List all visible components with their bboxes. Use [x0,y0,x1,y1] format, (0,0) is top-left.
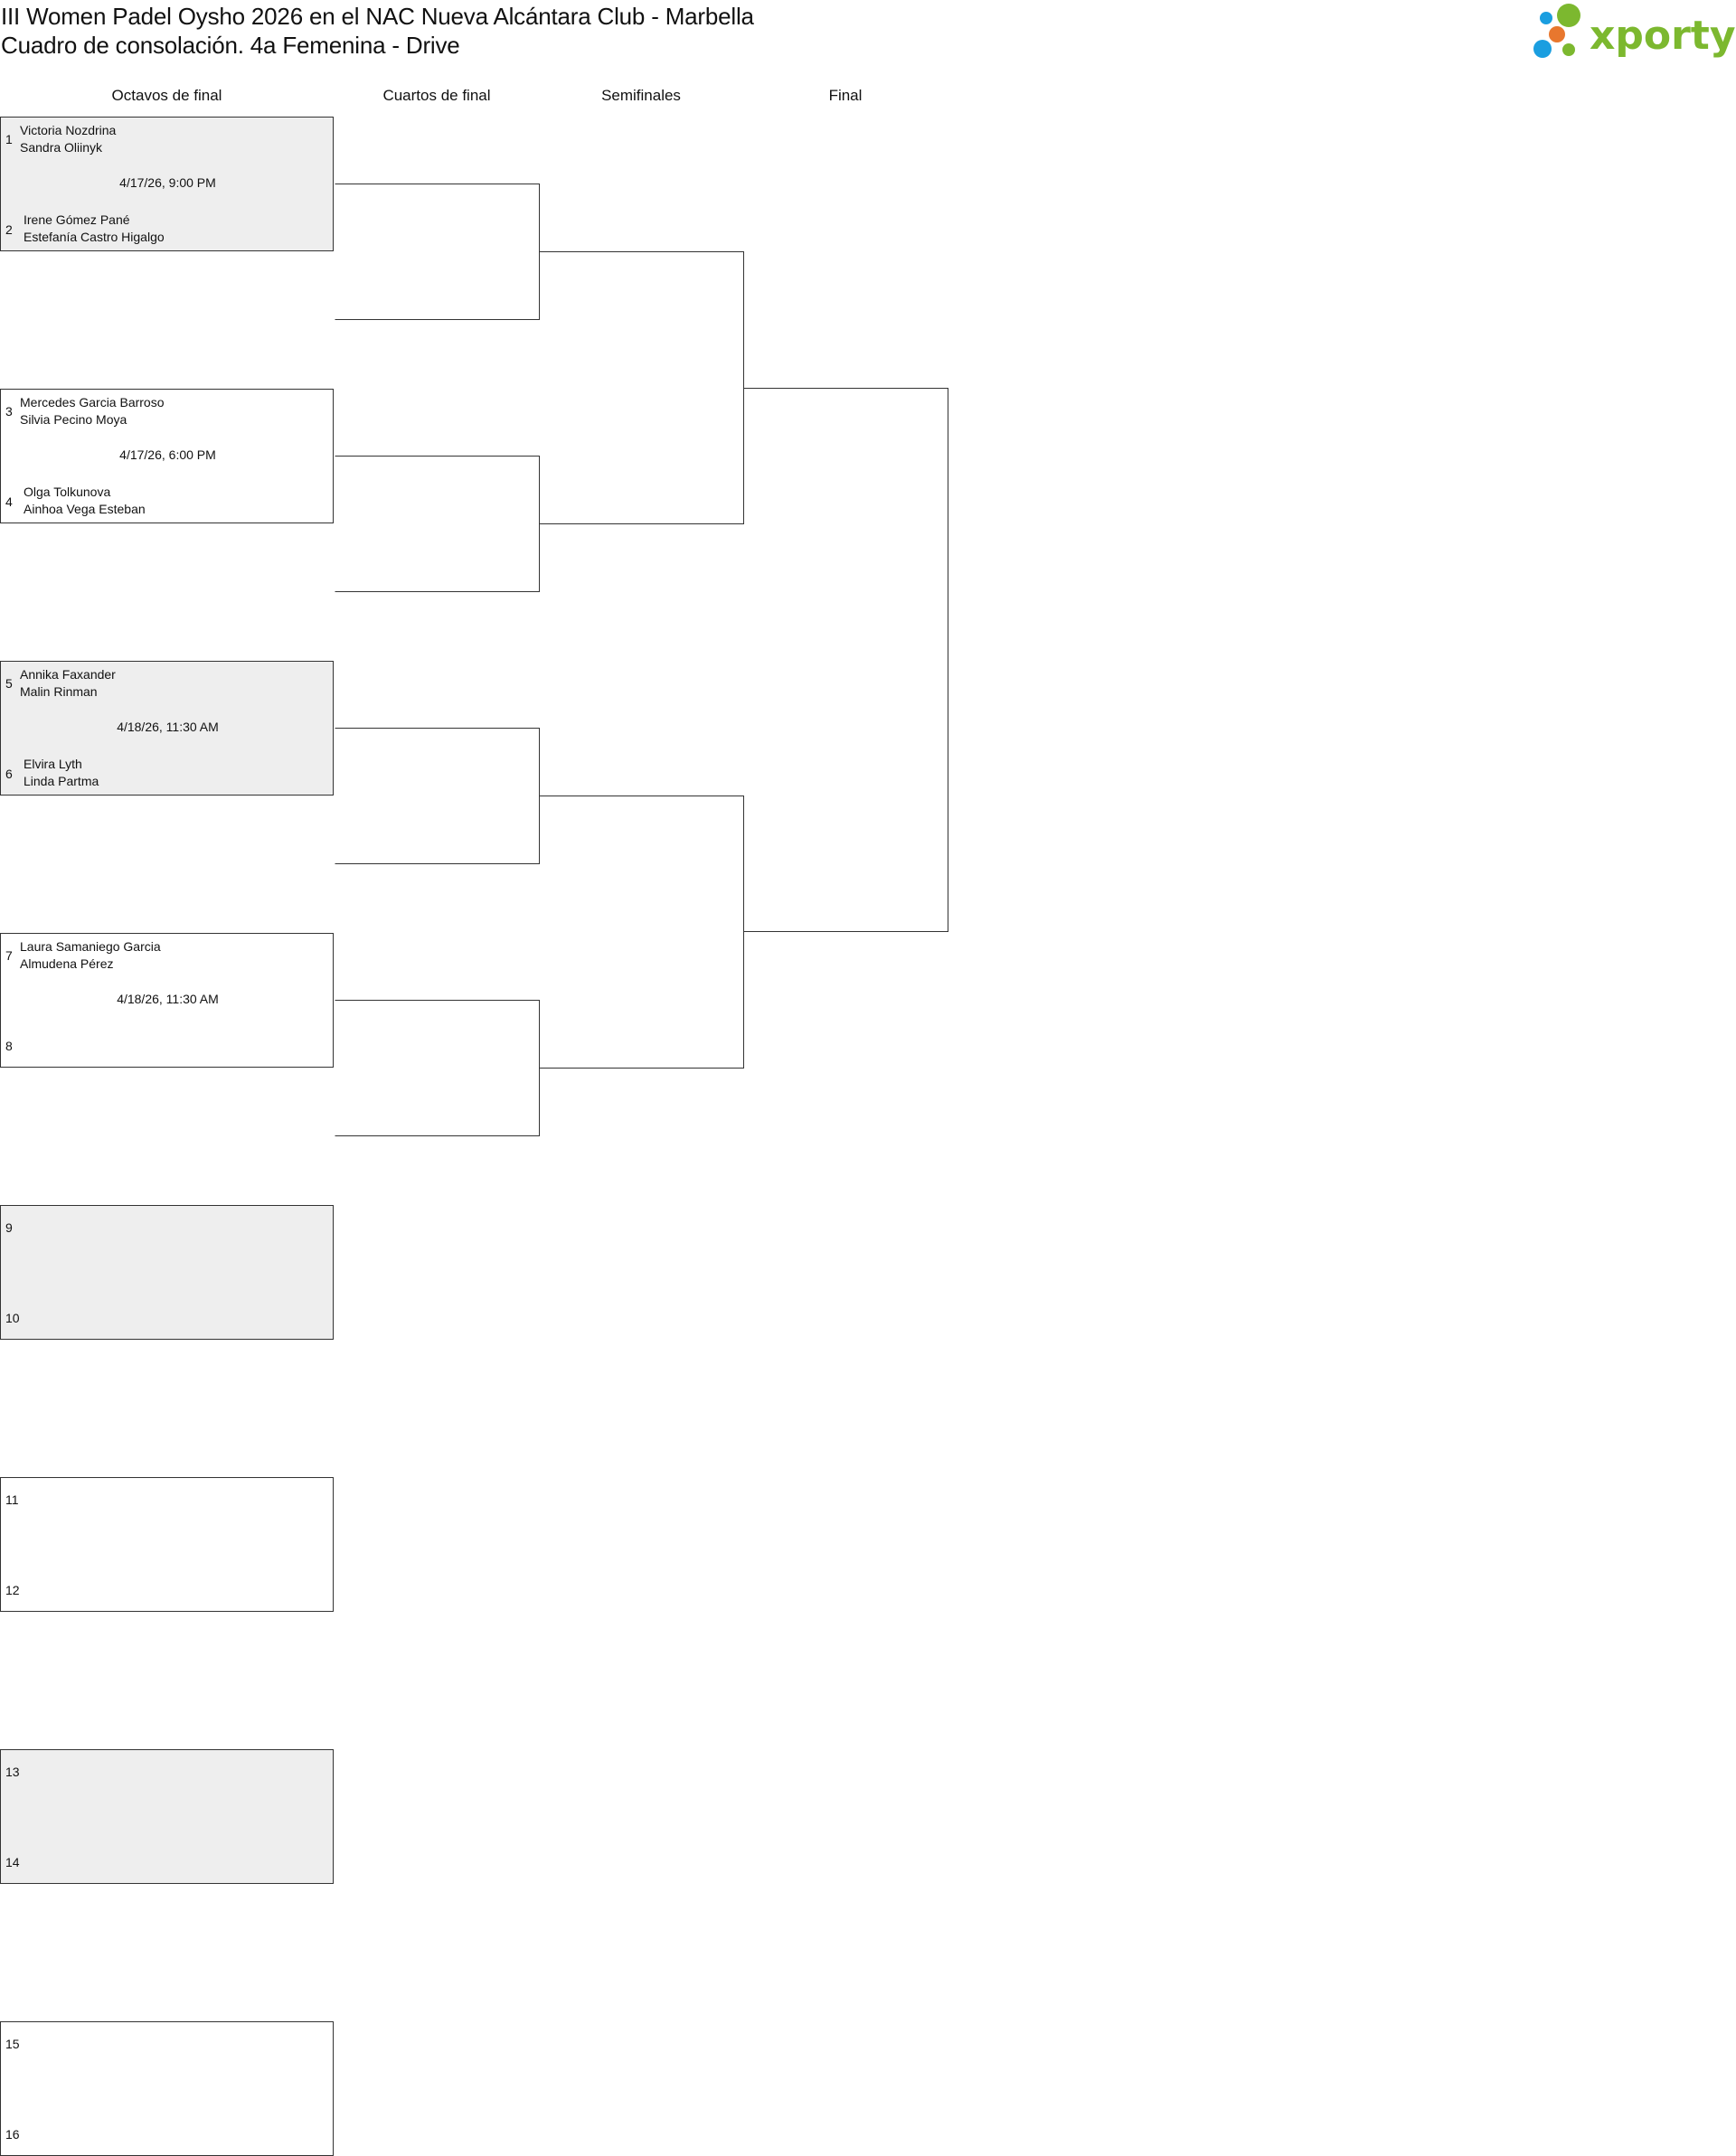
match-time: 4/17/26, 9:00 PM [119,175,216,190]
player-name: Sandra Oliinyk [20,140,103,155]
player-name: Linda Partma [24,774,99,788]
match-time: 4/18/26, 11:30 AM [117,720,219,734]
match-box[interactable] [0,1749,334,1884]
seed-number: 6 [5,767,13,781]
seed-number: 15 [5,2037,20,2051]
round-header-final: Final [828,87,863,104]
logo-text: xporty [1590,13,1736,59]
seed-number: 11 [5,1492,19,1507]
seed-number: 4 [5,494,13,509]
match-box[interactable] [0,2021,334,2156]
seed-number: 12 [5,1583,20,1597]
player-name: Elvira Lyth [24,757,82,771]
player-name: Laura Samaniego Garcia [20,939,161,954]
match-time: 4/17/26, 6:00 PM [119,447,216,462]
round-header-semifinales: Semifinales [601,87,681,104]
seed-number: 1 [5,132,13,146]
connector-sf-2 [540,796,744,1069]
seed-number: 16 [5,2127,20,2142]
player-name: Olga Tolkunova [24,485,111,499]
page-subtitle: Cuadro de consolación. 4a Femenina - Drive [1,32,460,59]
match-time: 4/18/26, 11:30 AM [117,992,219,1006]
player-name: Victoria Nozdrina [20,123,117,137]
seed-number: 14 [5,1855,20,1869]
connector-qf-4 [335,1001,540,1136]
seed-number: 2 [5,222,13,237]
connector-sf-1 [540,252,744,524]
seed-number: 3 [5,404,13,419]
page-title: III Women Padel Oysho 2026 en el NAC Nueva Alcántara Club - Marbella [1,3,754,30]
seed-number: 9 [5,1220,13,1235]
player-name: Irene Gómez Pané [24,212,130,227]
seed-number: 8 [5,1039,13,1053]
round-header-cuartos: Cuartos de final [382,87,491,104]
connector-final [744,389,948,932]
player-name: Mercedes Garcia Barroso [20,395,165,410]
round-header-octavos: Octavos de final [111,87,222,104]
seed-number: 5 [5,676,13,691]
seed-number: 7 [5,948,13,963]
player-name: Almudena Pérez [20,956,114,971]
connector-qf-1 [335,184,540,320]
seed-number: 13 [5,1765,20,1779]
player-name: Silvia Pecino Moya [20,412,127,427]
connector-qf-2 [335,457,540,592]
player-name: Ainhoa Vega Esteban [24,502,146,516]
connector-qf-3 [335,729,540,864]
player-name: Annika Faxander [20,667,116,682]
seed-number: 10 [5,1311,20,1325]
player-name: Malin Rinman [20,684,98,699]
player-name: Estefanía Castro Higalgo [24,230,165,244]
